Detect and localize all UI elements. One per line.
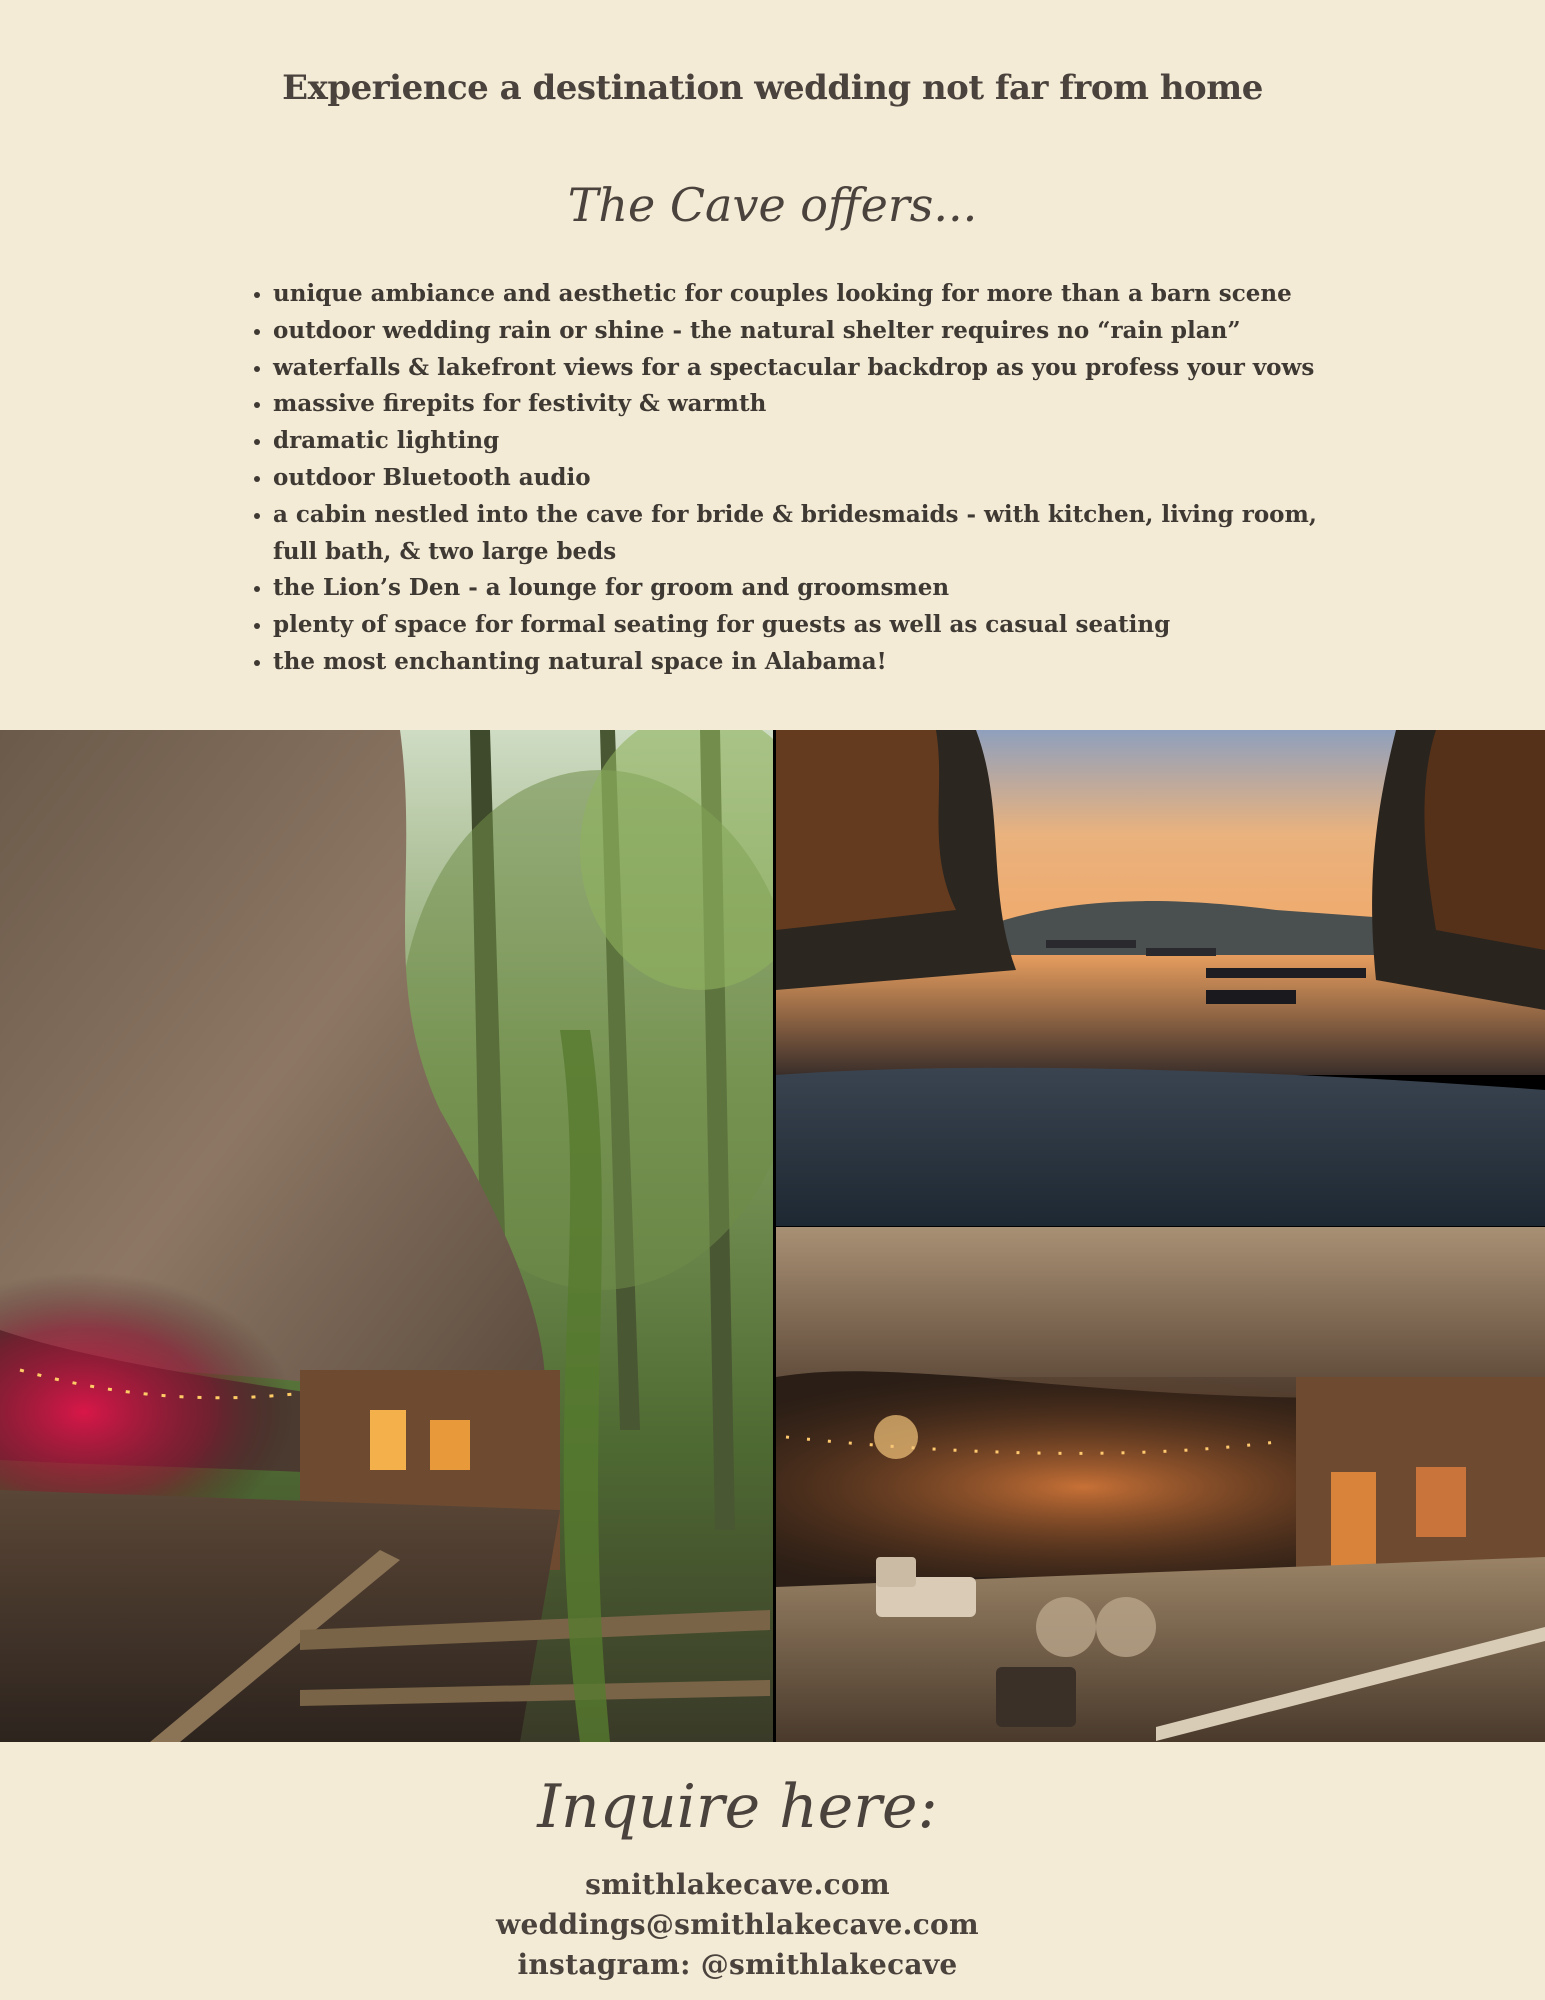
cave-forest-image <box>0 730 773 1742</box>
photo-cave-forest <box>0 730 773 1742</box>
offers-title: The Cave offers... <box>567 178 978 232</box>
cave-lounge-image <box>776 1227 1545 1742</box>
inquire-title: Inquire here: <box>537 1772 938 1842</box>
page-headline: Experience a destination wedding not far from home <box>282 68 1263 108</box>
feature-item: • waterfalls & lakefront views for a spectacular backdrop as you profess your vows <box>273 350 1363 387</box>
instagram-handle[interactable]: instagram: @smithlakecave <box>517 1948 958 1981</box>
lake-sunset-image <box>776 730 1545 1226</box>
photo-collage <box>0 730 1545 1742</box>
feature-item: • unique ambiance and aesthetic for couples looking for more than a barn scene <box>273 276 1363 313</box>
website-link[interactable]: smithlakecave.com <box>585 1868 890 1901</box>
feature-item: • the most enchanting natural space in Alabama! <box>273 644 1363 681</box>
photo-cave-lounge <box>776 1227 1545 1742</box>
feature-item: • the Lion’s Den - a lounge for groom and groomsmen <box>273 570 1363 607</box>
email-link[interactable]: weddings@smithlakecave.com <box>496 1908 979 1941</box>
feature-item: • dramatic lighting <box>273 423 1363 460</box>
feature-item: • plenty of space for formal seating for guests as well as casual seating <box>273 607 1363 644</box>
feature-item: • a cabin nestled into the cave for bride & bridesmaids - with kitchen, living room, full bath, & two large beds <box>273 497 1363 571</box>
features-list <box>242 276 1363 681</box>
feature-item: • massive firepits for festivity & warmth <box>273 386 1363 423</box>
feature-item: • outdoor wedding rain or shine - the natural shelter requires no “rain plan” <box>273 313 1363 350</box>
photo-lake-sunset <box>776 730 1545 1226</box>
feature-item: • outdoor Bluetooth audio <box>273 460 1363 497</box>
